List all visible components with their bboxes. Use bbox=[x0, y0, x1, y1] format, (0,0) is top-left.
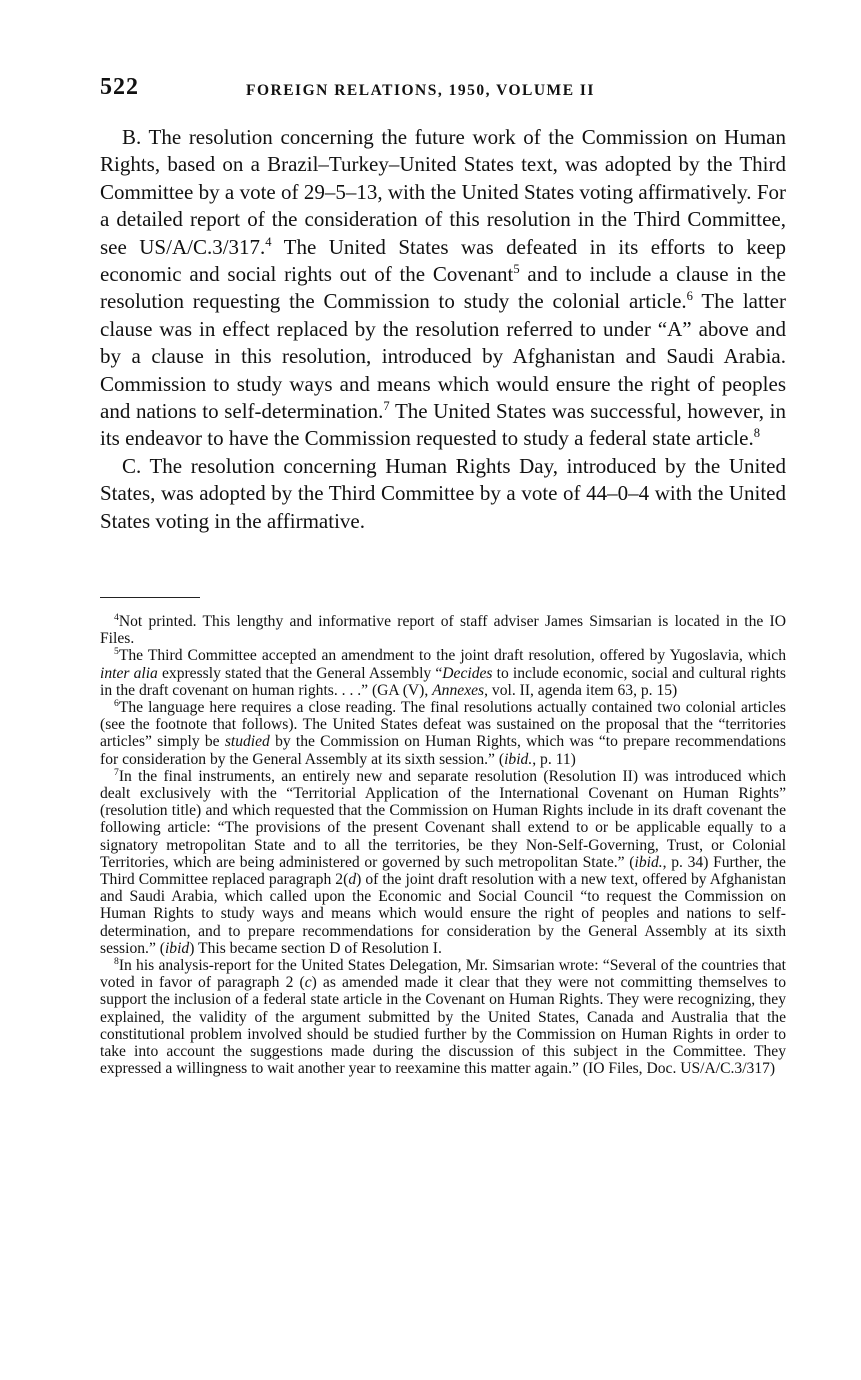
footnote-italic: c bbox=[304, 974, 312, 992]
paragraph-b-part-3: and to include a clause in the resolution requesting the Commission to study the colonial article. bbox=[100, 262, 786, 314]
footnote-italic: Decides bbox=[442, 664, 493, 682]
footnote-7 bbox=[100, 768, 786, 957]
paragraph-b bbox=[100, 124, 786, 453]
footnote-italic: ibid. bbox=[634, 853, 663, 871]
main-text bbox=[100, 124, 786, 535]
footnote-text: expressly stated that the General Assembly “ bbox=[157, 664, 443, 682]
footnote-text: Not printed. This lengthy and informative report of staff adviser James Simsarian is located in the IO Files. bbox=[100, 613, 786, 648]
footnote-text: ) as amended made it clear that they were not committing themselves to support the inclusion of a federal state article in the Covenant on Human Rights. They were recognizing, they explained, the validity of the argument submitted by the United States, Canada and Australia that the constitutional problem involved should be studied further by the Commission on Human Rights in order to take into account the suggestions made during the discussion of this subject in the Committee. They expressed a willingness to wait another year to reexamine this matter again.” (IO Files, Doc. US/A/C.3/317) bbox=[100, 974, 786, 1078]
footnote-text: ) of the joint draft resolution with a new text, offered by Afghanistan and Saudi Arabia, which called upon the Economic and Social Council “to request the Commission on Human Rights to study ways and means which would ensure the right of peoples and nations to self-determination, and to prepare recommendations for consideration by the General Assembly at its sixth session.” ( bbox=[100, 871, 787, 957]
footnote-italic: ibid. bbox=[504, 750, 533, 768]
running-head: FOREIGN RELATIONS, 1950, VOLUME II bbox=[246, 82, 595, 99]
footnote-italic: ibid bbox=[164, 939, 190, 957]
footnote-text: ) This became section D of Resolution I. bbox=[189, 939, 442, 957]
footnote-text: , p. 11) bbox=[532, 750, 576, 768]
footnote-ref-4: 4 bbox=[265, 234, 272, 249]
footnote-text: In his analysis-report for the United States Delegation, Mr. Simsarian wrote: “Several of the countries that voted in favor of paragraph 2 ( bbox=[100, 957, 786, 992]
footnote-text: In the final instruments, an entirely new and separate resolution (Resolution II) was introduced which dealt exclusively with the “Territorial Application of the International Covenant on Human Rights” (resolution title) and which requested that the Commission on Human Rights include in its draft covenant the following article: “The provisions of the present Covenant shall extend to or be applicable equally to a signatory metropolitan State and to all the territories, be they Non-Self-Governing, Trust, or Colonial Territories, which are being administered or governed by such metropolitan State.” ( bbox=[100, 767, 786, 871]
paragraph-b-part-5: The United States was successful, however, in its endeavor to have the Commission requested to study a federal state article. bbox=[100, 399, 786, 451]
footnote-8 bbox=[100, 957, 786, 1077]
footnote-italic: studied bbox=[224, 733, 270, 751]
footnote-italic: d bbox=[348, 871, 357, 889]
footnote-text: The language here requires a close reading. The final resolutions actually contained two colonial articles (see the footnote that follows). The United States defeat was sustained on the proposal that the “territories articles” simply be bbox=[100, 699, 786, 751]
footnote-italic: Annexes bbox=[432, 681, 485, 699]
footnote-marker: 7 bbox=[114, 766, 119, 778]
paragraph-c: C. The resolution concerning Human Rights Day, introduced by the United States, was adopted by the Third Committee by a vote of 44–0–4 with the United States voting in the affirmative. bbox=[100, 453, 786, 533]
footnote-5 bbox=[100, 647, 786, 699]
footnote-6 bbox=[100, 699, 786, 768]
paragraph-b-part-1: B. The resolution concerning the future work of the Commission on Human Rights, based on a Brazil–Turkey–United States text, was adopted by the Third Committee by a vote of 29–5–13, with the United States voting affirmatively. For a detailed report of the consideration of this resolution in the Third Committee, see US/A/C.3/317. bbox=[100, 125, 786, 259]
footnote-ref-7: 7 bbox=[383, 399, 390, 414]
footnote-4 bbox=[100, 613, 786, 647]
footnotes bbox=[100, 613, 786, 1077]
footnote-text: , vol. II, agenda item 63, p. 15) bbox=[484, 681, 678, 699]
page-header bbox=[100, 74, 790, 108]
page-number: 522 bbox=[100, 74, 139, 100]
footnote-text: to include economic, social and cultural rights in the draft covenant on human rights. . . .” (GA (V), bbox=[100, 664, 786, 699]
footnote-marker: 4 bbox=[114, 611, 119, 623]
footnote-text: The Third Committee accepted an amendment to the joint draft resolution, offered by Yugoslavia, which bbox=[118, 647, 786, 665]
footnote-ref-8: 8 bbox=[753, 426, 761, 441]
footnote-marker: 5 bbox=[114, 646, 119, 658]
footnote-ref-6: 6 bbox=[686, 289, 693, 304]
footnote-marker: 6 bbox=[114, 697, 119, 709]
footnote-divider bbox=[100, 597, 200, 598]
paragraph-b-part-2: The United States was defeated in its efforts to keep economic and social rights out of the Covenant bbox=[100, 234, 787, 287]
footnote-text: , p. 34) Further, the Third Committee replaced paragraph 2( bbox=[100, 853, 786, 889]
footnote-text: by the Commission on Human Rights, which was “to prepare recommendations for consideration by the General Assembly at its sixth session.” ( bbox=[100, 733, 786, 768]
paragraph-b-part-4: The latter clause was in effect replaced by the resolution referred to under “A” above and by a clause in this resolution, introduced by Afghanistan and Saudi Arabia. Commission to study ways and means which would ensure the right of peoples and nations to self-determination. bbox=[100, 289, 786, 424]
footnote-ref-5: 5 bbox=[513, 262, 520, 277]
footnote-italic: inter alia bbox=[100, 664, 158, 682]
footnote-marker: 8 bbox=[114, 955, 119, 967]
